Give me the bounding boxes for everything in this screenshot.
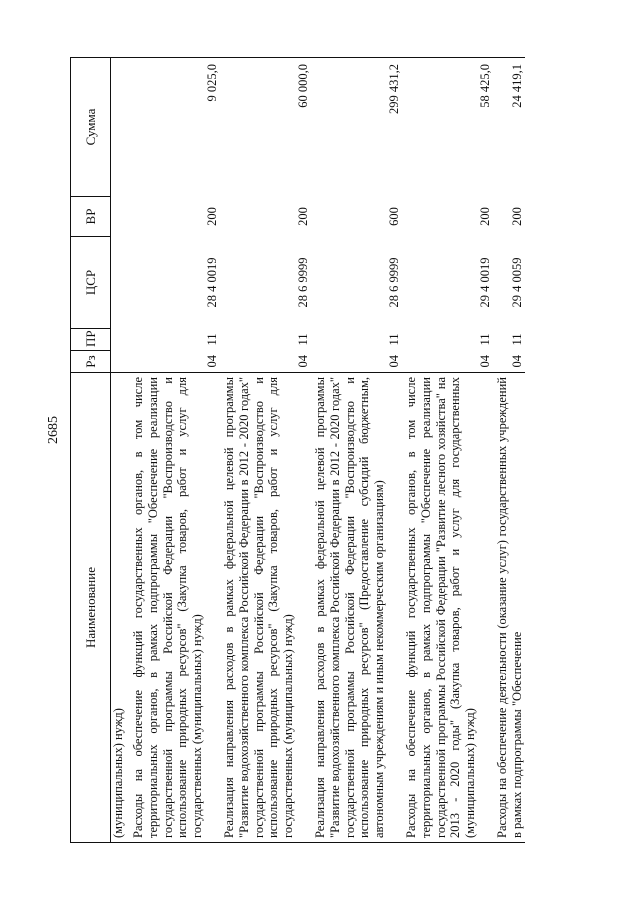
header-rz: Рз — [71, 351, 111, 373]
row-rz: 04 — [387, 355, 402, 368]
row-csr: 29 4 0019 — [478, 257, 493, 308]
row-sum: 299 431,2 — [311, 58, 402, 197]
row-sum: 58 425,0 — [402, 58, 493, 197]
row-rz: 04 — [205, 355, 220, 368]
row-csr: 28 6 9999 — [387, 257, 402, 308]
row-pr: 11 — [205, 333, 220, 346]
rotated-table-region — [70, 58, 602, 843]
row-sum: 60 000,0 — [220, 58, 311, 197]
row-pr: 11 — [296, 333, 311, 346]
header-name: Наименование — [71, 373, 111, 843]
row-name: Реализация направления расходов в рамках федеральной целевой программы "Развитие водохозяйственного комплекса Российской Федерации в 2012 - 2020 годах" государственной программы Российской Федерации "Воспроизводство и использование природных ресурсов" (Предоставление субсидий бюджетным, автономным учреждениям и иным некоммерческим организациям) — [311, 373, 402, 843]
row-pr: 11 — [510, 333, 525, 346]
row-vr: 200 — [478, 207, 493, 226]
header-pr: ПР — [71, 329, 111, 351]
continuation-text: (муниципальных) нужд) — [111, 373, 130, 843]
header-vr: ВР — [71, 197, 111, 237]
table-row — [493, 58, 525, 843]
row-csr: 29 4 0059 — [510, 257, 525, 308]
row-csr: 28 6 9999 — [296, 257, 311, 308]
table-row — [402, 58, 493, 843]
row-name: Реализация направления расходов в рамках федеральной целевой программы "Развитие водохозяйственного комплекса Российской Федерации в 2012 - 2020 годах" государственной программы Российской Федерации "Воспроизводство и использование природных ресурсов" (Закупка товаров, работ и услуг для государственных (муниципальных) нужд) — [220, 373, 311, 843]
row-rz: 04 — [510, 355, 525, 368]
header-row — [71, 58, 111, 843]
row-name: Расходы на обеспечение деятельности (оказание услуг) государственных учреждений в рамках подпрограммы "Обеспечение — [493, 373, 525, 843]
table-row — [311, 58, 402, 843]
row-csr: 28 4 0019 — [205, 257, 220, 308]
row-sum: 9 025,0 — [129, 58, 220, 197]
row-name: Расходы на обеспечение функций государственных органов, в том числе территориальных органов, в рамках подпрограммы "Обеспечение реализации государственной программы Российской Федерации "Воспроизводство и использование природных ресурсов" (Закупка товаров, работ и услуг для государственных (муниципальных) нужд) — [129, 373, 220, 843]
row-vr: 200 — [205, 207, 220, 226]
table-row-continuation — [111, 58, 130, 843]
row-rz: 04 — [478, 355, 493, 368]
row-vr: 200 — [296, 207, 311, 226]
table-row — [129, 58, 220, 843]
header-csr: ЦСР — [71, 237, 111, 329]
row-vr: 600 — [387, 207, 402, 226]
row-rz: 04 — [296, 355, 311, 368]
row-pr: 11 — [387, 333, 402, 346]
row-pr: 11 — [478, 333, 493, 346]
row-sum: 24 419,1 — [493, 58, 525, 197]
page-number: 2685 — [46, 416, 61, 444]
table-row — [220, 58, 311, 843]
header-sum: Сумма — [71, 58, 111, 197]
row-name: Расходы на обеспечение функций государственных органов, в том числе территориальных органов, в рамках подпрограммы "Обеспечение реализации государственной программы Российской Федерации "Развитие лесного хозяйства" на 2013 - 2020 годы" (Закупка товаров, работ и услуг для государственных (муниципальных) нужд) — [402, 373, 493, 843]
budget-table — [70, 57, 525, 843]
row-vr: 200 — [510, 207, 525, 226]
